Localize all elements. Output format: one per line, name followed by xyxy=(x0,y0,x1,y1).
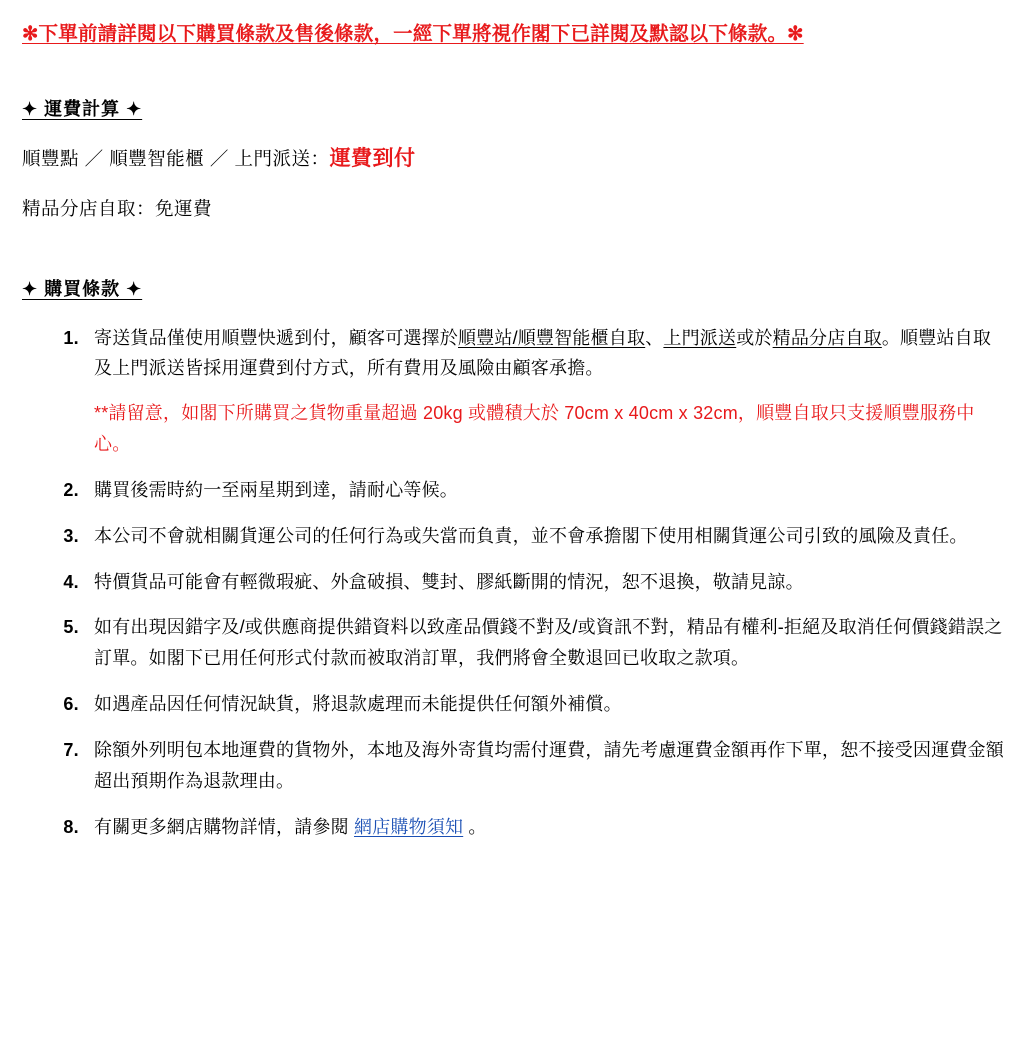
terms-list-item xyxy=(84,612,1004,674)
term-text: 本公司不會就相關貨運公司的任何行為或失當而負責，並不會承擔閣下使用相關貨運公司引致的風險及責任。 xyxy=(94,525,968,546)
term-text: 寄送貨品僅使用順豐快遞到付，顧客可選擇於 xyxy=(94,327,458,348)
term-text: 特價貨品可能會有輕微瑕疵、外盒破損、雙封、膠紙斷開的情況，恕不退換，敬請見諒。 xyxy=(94,571,804,592)
terms-list-item xyxy=(84,735,1004,797)
terms-list-item xyxy=(84,475,1004,506)
store-pickup-line: 精品分店自取：免運費 xyxy=(22,197,213,219)
shipping-method-label: 順豐點 ／ 順豐智能櫃 ／ 上門派送： xyxy=(22,148,330,170)
shopping-guide-link[interactable]: 網店購物須知 xyxy=(354,817,464,838)
term-text: 有關更多網店購物詳情，請參閱 xyxy=(94,817,354,838)
term-text: 。 xyxy=(463,817,487,838)
shipping-section-heading: ✦ 運費計算 ✦ xyxy=(22,99,143,120)
term-text: 除額外列明包本地運費的貨物外，本地及海外寄貨均需付運費，請先考慮運費金額再作下單，恕不接受因運費金額超出預期作為退款理由。 xyxy=(94,740,1004,792)
warning-banner: ✻下單前請詳閱以下購買條款及售後條款，一經下單將視作閣下已詳閱及默認以下條款。✻ xyxy=(22,23,804,45)
term-text: 、 xyxy=(645,327,664,348)
spacer xyxy=(22,49,1004,95)
term-text: 。順豐站自取及上門派送皆採用運費到付方式，所有費用及風險由顧客承擔。 xyxy=(94,327,992,379)
term-emphasis-text: 精品分店自取 xyxy=(772,327,882,348)
term-text: 或於 xyxy=(736,327,773,348)
term-text: 購買後需時約一至兩星期到達，請耐心等候。 xyxy=(94,479,458,500)
terms-list xyxy=(22,323,1004,844)
term-emphasis-text: 順豐站/順豐智能櫃自取 xyxy=(458,327,646,348)
term-emphasis-text: 上門派送 xyxy=(663,327,737,348)
terms-list-item xyxy=(84,521,1004,552)
terms-list-item xyxy=(84,689,1004,720)
terms-list-item xyxy=(84,567,1004,598)
term-text: 如有出現因錯字及/或供應商提供錯資料以致產品價錢不對及/或資訊不對，精品有權利-拒絕及取消任何價錢錯誤之訂單。如閣下已用任何形式付款而被取消訂單，我們將會全數退回已收取之款項。 xyxy=(94,617,1003,669)
shipping-method-line xyxy=(22,143,1004,175)
spacer xyxy=(22,223,1004,275)
terms-list-item xyxy=(84,812,1004,843)
term-text: 如遇產品因任何情況缺貨，將退款處理而未能提供任何額外補償。 xyxy=(94,694,622,715)
terms-section-heading: ✦ 購買條款 ✦ xyxy=(22,278,143,299)
shipping-fee-value: 運費到付 xyxy=(329,147,416,171)
terms-list-item xyxy=(84,323,1004,460)
term-warning-note: **請留意，如閣下所購買之貨物重量超過 20kg 或體積大於 70cm x 40cm x 32cm，順豐自取只支援順豐服務中心。 xyxy=(94,403,975,454)
